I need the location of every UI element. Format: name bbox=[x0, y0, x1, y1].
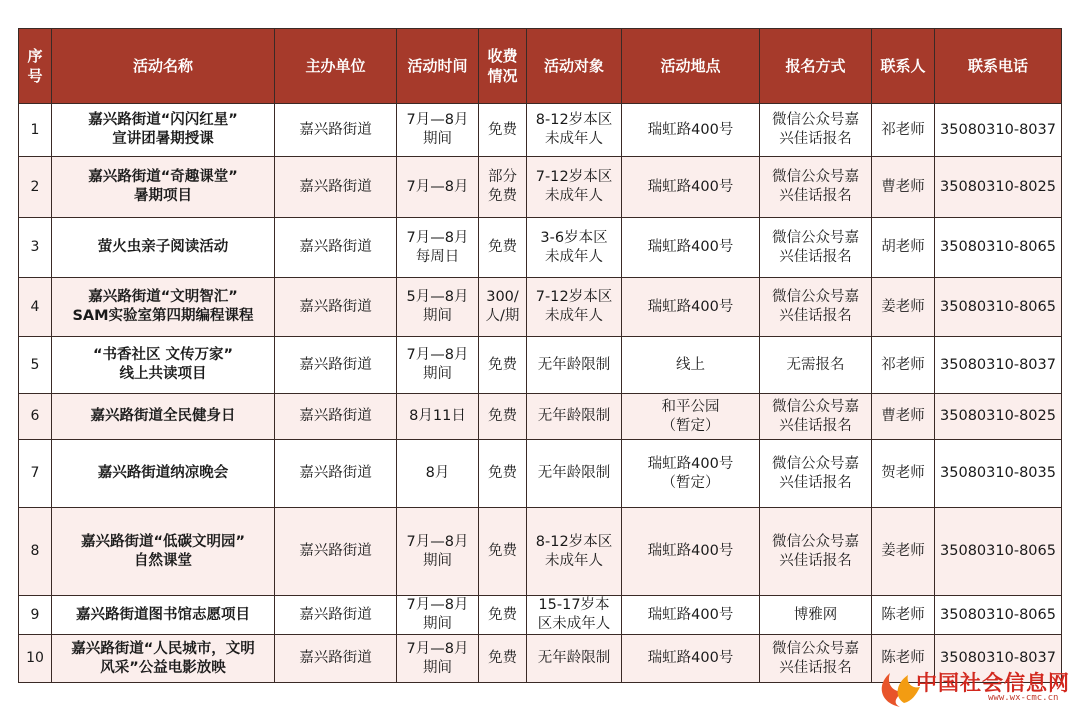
header-activity-name: 活动名称 bbox=[52, 29, 275, 104]
cell-time: 7月—8月 期间 bbox=[397, 508, 479, 596]
cell-activity-name: 萤火虫亲子阅读活动 bbox=[52, 218, 275, 278]
cell-organizer: 嘉兴路街道 bbox=[275, 440, 397, 508]
cell-contact: 祁老师 bbox=[872, 104, 935, 157]
cell-audience: 无年龄限制 bbox=[527, 440, 622, 508]
table-row bbox=[19, 596, 1062, 635]
cell-location: 瑞虹路400号 bbox=[622, 104, 760, 157]
cell-contact: 祁老师 bbox=[872, 337, 935, 394]
cell-activity-name: 嘉兴路街道“人民城市，文明 风采”公益电影放映 bbox=[52, 635, 275, 683]
cell-time: 7月—8月 期间 bbox=[397, 104, 479, 157]
table-row bbox=[19, 337, 1062, 394]
cell-organizer: 嘉兴路街道 bbox=[275, 635, 397, 683]
cell-time: 5月—8月 期间 bbox=[397, 278, 479, 337]
cell-organizer: 嘉兴路街道 bbox=[275, 394, 397, 440]
cell-index: 8 bbox=[19, 508, 52, 596]
cell-audience: 无年龄限制 bbox=[527, 635, 622, 683]
cell-fee: 免费 bbox=[479, 337, 527, 394]
cell-signup-method: 微信公众号嘉 兴佳话报名 bbox=[760, 440, 872, 508]
cell-signup-method: 微信公众号嘉 兴佳话报名 bbox=[760, 218, 872, 278]
cell-location: 瑞虹路400号 （暂定） bbox=[622, 440, 760, 508]
cell-fee: 300/ 人/期 bbox=[479, 278, 527, 337]
cell-location: 瑞虹路400号 bbox=[622, 278, 760, 337]
cell-activity-name: 嘉兴路街道“文明智汇” SAM实验室第四期编程课程 bbox=[52, 278, 275, 337]
cell-phone: 35080310-8037 bbox=[935, 635, 1062, 683]
cell-signup-method: 微信公众号嘉 兴佳话报名 bbox=[760, 157, 872, 218]
header-contact: 联系人 bbox=[872, 29, 935, 104]
cell-signup-method: 微信公众号嘉 兴佳话报名 bbox=[760, 635, 872, 683]
cell-contact: 胡老师 bbox=[872, 218, 935, 278]
watermark-text: 中国社会信息网 bbox=[916, 671, 1070, 695]
cell-activity-name: 嘉兴路街道“闪闪红星” 宣讲团暑期授课 bbox=[52, 104, 275, 157]
cell-index: 2 bbox=[19, 157, 52, 218]
cell-phone: 35080310-8025 bbox=[935, 394, 1062, 440]
cell-location: 瑞虹路400号 bbox=[622, 157, 760, 218]
cell-fee: 免费 bbox=[479, 596, 527, 635]
cell-phone: 35080310-8065 bbox=[935, 508, 1062, 596]
cell-activity-name: “书香社区 文传万家” 线上共读项目 bbox=[52, 337, 275, 394]
header-fee: 收费 情况 bbox=[479, 29, 527, 104]
cell-fee: 免费 bbox=[479, 440, 527, 508]
cell-contact: 姜老师 bbox=[872, 508, 935, 596]
table-row bbox=[19, 278, 1062, 337]
cell-audience: 无年龄限制 bbox=[527, 394, 622, 440]
cell-audience: 3-6岁本区 未成年人 bbox=[527, 218, 622, 278]
cell-audience: 8-12岁本区 未成年人 bbox=[527, 508, 622, 596]
cell-audience: 7-12岁本区 未成年人 bbox=[527, 157, 622, 218]
cell-phone: 35080310-8035 bbox=[935, 440, 1062, 508]
cell-time: 8月 bbox=[397, 440, 479, 508]
cell-index: 5 bbox=[19, 337, 52, 394]
cell-fee: 免费 bbox=[479, 508, 527, 596]
header-audience: 活动对象 bbox=[527, 29, 622, 104]
cell-signup-method: 微信公众号嘉 兴佳话报名 bbox=[760, 394, 872, 440]
cell-contact: 曹老师 bbox=[872, 394, 935, 440]
cell-fee: 免费 bbox=[479, 104, 527, 157]
cell-organizer: 嘉兴路街道 bbox=[275, 337, 397, 394]
cell-phone: 35080310-8065 bbox=[935, 218, 1062, 278]
cell-location: 瑞虹路400号 bbox=[622, 596, 760, 635]
cell-contact: 曹老师 bbox=[872, 157, 935, 218]
table-row bbox=[19, 440, 1062, 508]
cell-time: 7月—8月 期间 bbox=[397, 596, 479, 635]
cell-organizer: 嘉兴路街道 bbox=[275, 278, 397, 337]
table-row bbox=[19, 104, 1062, 157]
cell-time: 8月11日 bbox=[397, 394, 479, 440]
cell-phone: 35080310-8037 bbox=[935, 104, 1062, 157]
cell-location: 瑞虹路400号 bbox=[622, 218, 760, 278]
cell-audience: 7-12岁本区 未成年人 bbox=[527, 278, 622, 337]
cell-index: 1 bbox=[19, 104, 52, 157]
cell-fee: 免费 bbox=[479, 635, 527, 683]
table-row bbox=[19, 218, 1062, 278]
header-index: 序 号 bbox=[19, 29, 52, 104]
cell-signup-method: 微信公众号嘉 兴佳话报名 bbox=[760, 508, 872, 596]
cell-fee: 免费 bbox=[479, 218, 527, 278]
cell-activity-name: 嘉兴路街道图书馆志愿项目 bbox=[52, 596, 275, 635]
cell-phone: 35080310-8037 bbox=[935, 337, 1062, 394]
cell-time: 7月—8月 bbox=[397, 157, 479, 218]
cell-activity-name: 嘉兴路街道“低碳文明园” 自然课堂 bbox=[52, 508, 275, 596]
table-row bbox=[19, 394, 1062, 440]
cell-organizer: 嘉兴路街道 bbox=[275, 596, 397, 635]
cell-phone: 35080310-8025 bbox=[935, 157, 1062, 218]
cell-location: 线上 bbox=[622, 337, 760, 394]
cell-index: 10 bbox=[19, 635, 52, 683]
header-row bbox=[19, 29, 1062, 104]
cell-contact: 陈老师 bbox=[872, 635, 935, 683]
header-signup-method: 报名方式 bbox=[760, 29, 872, 104]
cell-index: 6 bbox=[19, 394, 52, 440]
watermark bbox=[870, 663, 1070, 709]
header-time: 活动时间 bbox=[397, 29, 479, 104]
cell-audience: 15-17岁本 区未成年人 bbox=[527, 596, 622, 635]
cell-time: 7月—8月 期间 bbox=[397, 635, 479, 683]
cell-signup-method: 无需报名 bbox=[760, 337, 872, 394]
cell-audience: 8-12岁本区 未成年人 bbox=[527, 104, 622, 157]
cell-fee: 免费 bbox=[479, 394, 527, 440]
cell-phone: 35080310-8065 bbox=[935, 596, 1062, 635]
cell-organizer: 嘉兴路街道 bbox=[275, 157, 397, 218]
cell-activity-name: 嘉兴路街道“奇趣课堂” 暑期项目 bbox=[52, 157, 275, 218]
header-location: 活动地点 bbox=[622, 29, 760, 104]
cell-contact: 贺老师 bbox=[872, 440, 935, 508]
cell-index: 7 bbox=[19, 440, 52, 508]
cell-activity-name: 嘉兴路街道全民健身日 bbox=[52, 394, 275, 440]
cell-location: 瑞虹路400号 bbox=[622, 508, 760, 596]
cell-organizer: 嘉兴路街道 bbox=[275, 218, 397, 278]
cell-contact: 陈老师 bbox=[872, 596, 935, 635]
activity-table bbox=[18, 28, 1062, 683]
cell-index: 9 bbox=[19, 596, 52, 635]
cell-phone: 35080310-8065 bbox=[935, 278, 1062, 337]
cell-organizer: 嘉兴路街道 bbox=[275, 508, 397, 596]
cell-time: 7月—8月 期间 bbox=[397, 337, 479, 394]
table-row bbox=[19, 157, 1062, 218]
cell-index: 3 bbox=[19, 218, 52, 278]
header-phone: 联系电话 bbox=[935, 29, 1062, 104]
cell-location: 和平公园 （暂定） bbox=[622, 394, 760, 440]
cell-activity-name: 嘉兴路街道纳凉晚会 bbox=[52, 440, 275, 508]
cell-contact: 姜老师 bbox=[872, 278, 935, 337]
header-organizer: 主办单位 bbox=[275, 29, 397, 104]
cell-audience: 无年龄限制 bbox=[527, 337, 622, 394]
cell-fee: 部分 免费 bbox=[479, 157, 527, 218]
watermark-url: www.wx-cmc.cn bbox=[988, 693, 1059, 703]
cell-organizer: 嘉兴路街道 bbox=[275, 104, 397, 157]
cell-location: 瑞虹路400号 bbox=[622, 635, 760, 683]
cell-signup-method: 微信公众号嘉 兴佳话报名 bbox=[760, 278, 872, 337]
table-row bbox=[19, 508, 1062, 596]
cell-signup-method: 微信公众号嘉 兴佳话报名 bbox=[760, 104, 872, 157]
cell-time: 7月—8月 每周日 bbox=[397, 218, 479, 278]
table-body bbox=[19, 104, 1062, 683]
cell-signup-method: 博雅网 bbox=[760, 596, 872, 635]
cell-index: 4 bbox=[19, 278, 52, 337]
